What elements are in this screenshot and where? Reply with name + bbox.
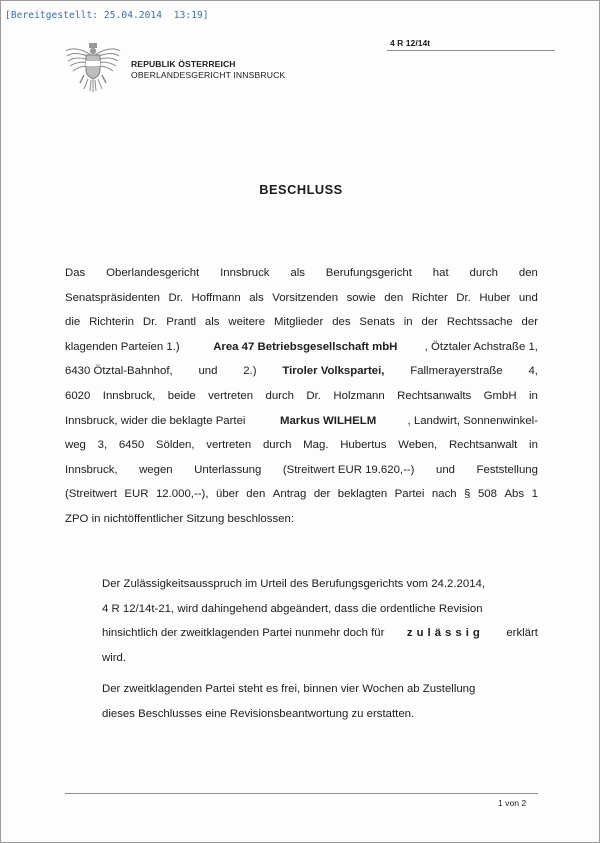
- intro-word: Innsbruck,: [65, 463, 118, 476]
- intro-word: Rechtsanwalt: [448, 439, 518, 452]
- intro-word: Rechtsanwalts: [397, 389, 472, 402]
- intro-word: Feststellung: [476, 463, 538, 476]
- intro-word: den: [246, 488, 266, 501]
- intro-word: beide: [167, 389, 196, 402]
- intro-word: der: [521, 316, 538, 329]
- intro-word: des: [332, 316, 351, 329]
- party-name: Tiroler Volkspartei,: [282, 365, 385, 378]
- intro-word: nach: [431, 488, 457, 501]
- intro-word: hat: [432, 267, 449, 279]
- intro-line: [65, 384, 538, 409]
- decision-line: hinsichtlich der zweitklagenden Partei nunmehr doch für zulässig erklärt: [102, 621, 538, 646]
- intro-word: Antrag: [272, 488, 307, 501]
- intro-word: in: [403, 316, 413, 329]
- intro-word: Vorsitzenden: [272, 291, 339, 304]
- intro-word: 6430 Ötztal-Bahnhof,: [65, 365, 173, 378]
- intro-word: GmbH: [483, 389, 517, 402]
- emphasis-zulaessig: zulässig: [406, 627, 484, 640]
- intro-line: [65, 335, 538, 360]
- intro-word: vertreten: [206, 439, 252, 452]
- intro-word: §: [464, 488, 471, 501]
- intro-word: Rechtssache: [446, 316, 513, 329]
- intro-text: , Landwirt, Sonnenwinkel-: [407, 414, 538, 427]
- intro-word: 6450: [118, 439, 145, 452]
- intro-word: Oberlandesgericht: [106, 267, 200, 279]
- intro-word: 4,: [528, 365, 538, 378]
- decision-line: 4 R 12/14t-21, wird dahingehend abgeändert, dass die ordentliche Revision: [102, 602, 483, 615]
- intro-word: Richter: [411, 291, 448, 304]
- intro-word: über: [215, 488, 239, 501]
- intro-word: Hoffmann: [191, 291, 241, 304]
- intro-word: durch: [469, 267, 499, 279]
- intro-word: Huber: [479, 291, 511, 304]
- intro-word: durch: [262, 439, 292, 452]
- intro-word: Das: [65, 267, 86, 279]
- provision-timestamp: [Bereitgestellt: 25.04.2014 13:19]: [5, 10, 209, 21]
- intro-word: als: [290, 267, 305, 279]
- intro-word: als: [204, 316, 220, 329]
- intro-word: Senatspräsidenten: [65, 291, 160, 304]
- intro-word: Prantl: [166, 316, 197, 329]
- intro-word: Fallmerayerstraße: [410, 365, 503, 378]
- intro-line: [65, 286, 538, 311]
- intro-word: vertreten: [208, 389, 254, 402]
- intro-word: Dr.: [306, 389, 321, 402]
- intro-word: sowie: [346, 291, 376, 304]
- intro-word: und: [198, 365, 218, 378]
- intro-word: die: [65, 316, 81, 329]
- document-title: BESCHLUSS: [259, 182, 343, 197]
- intro-line: [65, 507, 538, 532]
- intro-word: in: [529, 439, 538, 452]
- intro-word: Innsbruck: [220, 267, 270, 279]
- decision-line: dieses Beschlusses eine Revisionsbeantwortung zu erstatten.: [102, 707, 415, 720]
- intro-word: EUR: [124, 488, 149, 501]
- intro-word: beklagten: [337, 488, 388, 501]
- intro-word: und: [518, 291, 538, 304]
- court-name: OBERLANDESGERICHT INNSBRUCK: [131, 69, 286, 80]
- intro-word: in: [529, 389, 538, 402]
- intro-line: [65, 310, 538, 335]
- intro-word: Innsbruck,: [102, 389, 156, 402]
- intro-line: [65, 409, 538, 434]
- intro-word: Holzmann: [333, 389, 385, 402]
- court-name-block: [131, 59, 285, 80]
- country-name: REPUBLIK ÖSTERREICH: [131, 59, 236, 69]
- intro-line: [65, 458, 538, 483]
- intro-word: (Streitwert: [65, 488, 117, 501]
- intro-word: der: [421, 316, 438, 329]
- intro-word: Abs: [504, 488, 525, 501]
- party-name: Area 47 Betriebsgesellschaft mbH: [213, 340, 398, 353]
- intro-word: weitere: [228, 316, 266, 329]
- intro-word: Unterlassung: [194, 463, 262, 476]
- intro-word: Sölden,: [155, 439, 195, 452]
- decision-paragraph-2: [102, 677, 538, 726]
- intro-word: weg: [65, 439, 86, 452]
- decision-paragraph: [102, 572, 538, 670]
- intro-line: [65, 433, 538, 458]
- intro-word: Hubertus: [340, 439, 387, 452]
- page-number: 1 von 2: [498, 798, 527, 808]
- intro-word: als: [249, 291, 264, 304]
- intro-paragraph: [65, 261, 538, 532]
- intro-word: Dr.: [168, 291, 184, 304]
- footer-rule: [65, 793, 538, 794]
- intro-word: Dr.: [456, 291, 471, 304]
- document-number: 4 R 12/14t: [390, 38, 431, 48]
- intro-word: Mag.: [303, 439, 329, 452]
- intro-word: 1: [531, 488, 538, 501]
- intro-word: Mitglieder: [273, 316, 324, 329]
- intro-word: 3,: [97, 439, 108, 452]
- decision-line: Der Zulässigkeitsausspruch im Urteil des Berufungsgerichts vom 24.2.2014,: [102, 578, 486, 590]
- intro-word: durch: [265, 389, 294, 402]
- intro-word: Partei: [394, 488, 425, 501]
- intro-word: der: [313, 488, 331, 501]
- intro-word: wegen: [139, 463, 173, 476]
- intro-word: und: [436, 463, 456, 476]
- decision-line: wird.: [102, 651, 127, 664]
- decision-line: Der zweitklagenden Partei steht es frei, binnen vier Wochen ab Zustellung: [102, 683, 476, 695]
- intro-word: Weben,: [398, 439, 438, 452]
- intro-word: Richterin: [89, 316, 135, 329]
- intro-text: Innsbruck, wider die beklagte Partei: [65, 414, 249, 427]
- intro-line: [65, 482, 538, 507]
- intro-word: Berufungsgericht: [325, 267, 412, 279]
- intro-word: den: [518, 267, 538, 279]
- header-rule: [387, 50, 555, 51]
- intro-text: klagenden Parteien 1.): [65, 340, 186, 353]
- austrian-eagle-emblem-icon: [64, 41, 122, 93]
- intro-line: [65, 261, 538, 286]
- intro-word: 6020: [65, 389, 91, 402]
- intro-text: , Ötztaler Achstraße 1,: [424, 340, 538, 353]
- intro-text: ZPO in nichtöffentlicher Sitzung beschlossen:: [65, 512, 294, 525]
- intro-word: Dr.: [142, 316, 158, 329]
- intro-word: 2.): [243, 365, 257, 378]
- intro-word: (Streitwert EUR 19.620,--): [282, 463, 415, 476]
- intro-line: [65, 359, 538, 384]
- intro-word: 508: [477, 488, 497, 501]
- intro-word: 12.000,--),: [155, 488, 209, 501]
- intro-word: den: [384, 291, 404, 304]
- party-name: Markus WILHELM: [279, 414, 377, 427]
- intro-word: Senats: [359, 316, 395, 329]
